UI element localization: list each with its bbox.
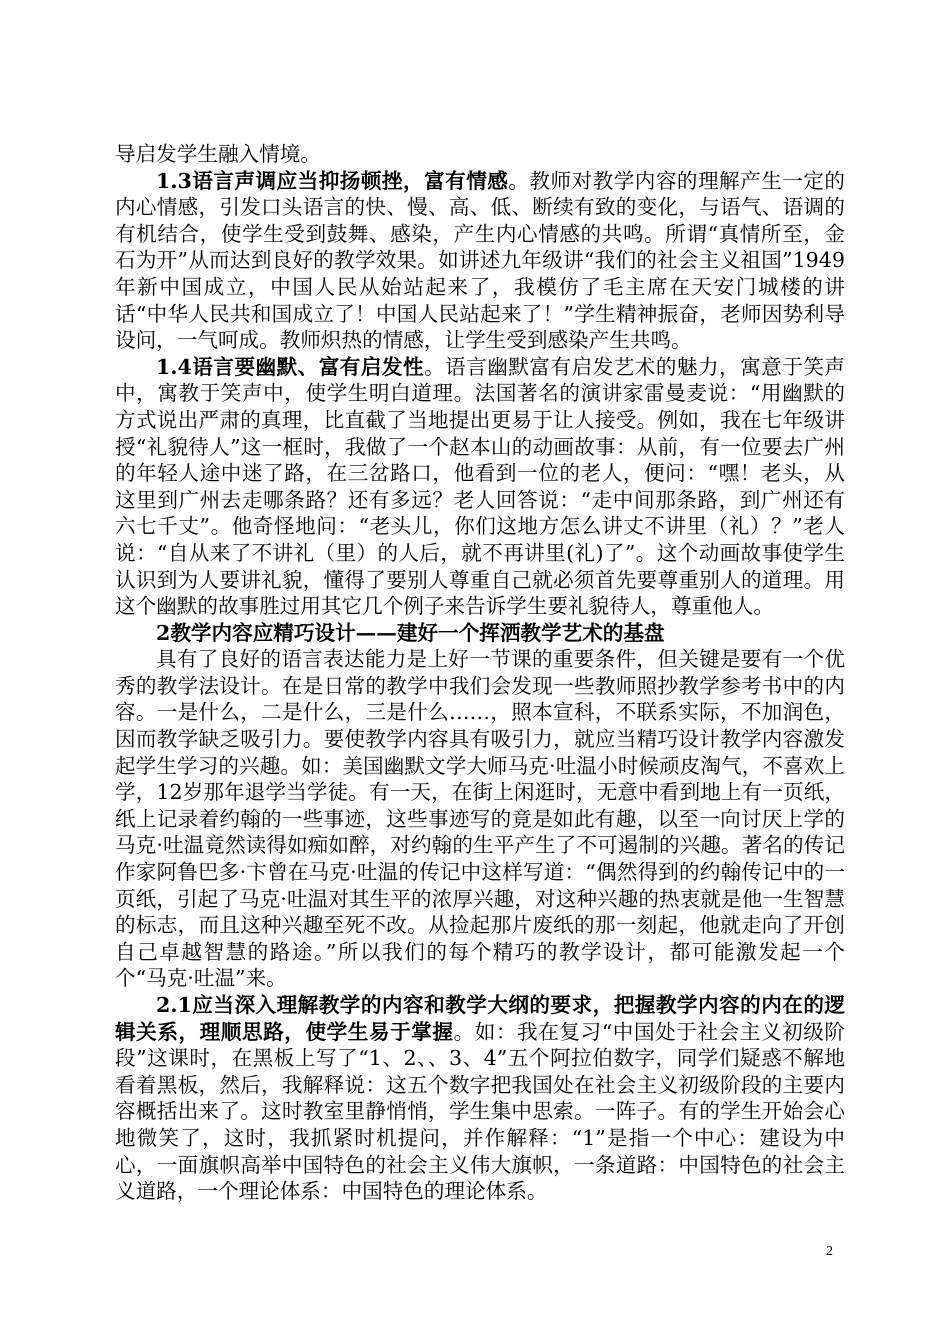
paragraph-1-4-body: 。语言幽默富有启发艺术的魅力，寓意于笑声中，寓教于笑声中，使学生明白道理。法国著名的演讲家雷曼麦说：“用幽默的方式说出严肃的真理，比直截了当地提出更易于让人接受。例如，我在七年级讲授“礼貌待人”这一框时，我做了一个赵本山的动画故事：从前，有一位要去广州的年轻人途中迷了路，在三岔路口，他看到一位的老人，便问：“嘿！老头，从这里到广州去走哪条路？还有多远？老人回答说：“走中间那条路，到广州还有六七千丈”。他奇怪地问：“老头儿，你们这地方怎么讲丈不讲里（礼）？”老人说：“自从来了不讲礼（里）的人后，就不再讲里(礼)了”。这个动画故事使学生认识到为人要讲礼貌，懂得了要别人尊重自己就必须首先要尊重别人的道理。用这个幽默的故事胜过用其它几个例子来告诉学生要礼貌待人，尊重他人。 bbox=[115, 354, 846, 619]
paragraph-2-1-body: 。如：我在复习“中国处于社会主义初级阶段”这课时，在黑板上写了“1、2、、3、4”五个阿拉伯数字，同学们疑惑不解地看着黑板，然后，我解释说：这五个数字把我国处在社会主义初级阶段的主要内容概括出来了。这时教室里静悄悄，学生集中思索。一阵子。有的学生开始会心地微笑了，这时，我抓紧时机提问，并作解释：“1”是指一个中心：建设为中心，一面旗帜高举中国特色的社会主义伟大旗帜，一条道路：中国特色的社会主义道路，一个理论体系：中国特色的理论体系。 bbox=[115, 1019, 845, 1204]
paragraph-continuation: 导启发学生融入情境。 bbox=[115, 142, 321, 166]
paragraph-2-1 bbox=[115, 992, 845, 1205]
paragraph-section-2: 具有了良好的语言表达能力是上好一节课的重要条件，但关键是要有一个优秀的教学法设计。在是日常的教学中我们会发现一些教师照抄教学参考书中的内容。一是什么，二是什么，三是什么……，照本宣科，不联系实际，不加润色，因而教学缺乏吸引力。要使教学内容具有吸引力，就应当精巧设计教学内容激发起学生学习的兴趣。如：美国幽默文学大师马克·吐温小时候顽皮淘气，不喜欢上学，12岁那年退学当学徒。有一天，在街上闲逛时，无意中看到地上有一页纸，纸上记录着约翰的一些事迹，这些事迹写的竟是如此有趣，以至一向讨厌上学的马克·吐温竟然读得如痴如醉，对约翰的生平产生了不可遏制的兴趣。著名的传记作家阿鲁巴多·卞曾在马克·吐温的传记中这样写道：“偶然得到的约翰传记中的一页纸，引起了马克·吐温对其生平的浓厚兴趣，对这种兴趣的热衷就是他一生智慧的标志，而且这种兴趣至死不改。从捡起那片废纸的那一刻起，他就走向了开创自己卓越智慧的路途。”所以我们的每个精巧的教学设计，都可能激发起一个个“马克·吐温”来。 bbox=[115, 647, 845, 991]
paragraph-1-3-body: 。教师对教学内容的理解产生一定的内心情感，引发口头语言的快、慢、高、低、断续有致的变化，与语气、语调的有机结合，使学生受到鼓舞、感染，产生内心情感的共鸣。所谓“真情所至，金石为开”从而达到良好的教学效果。如讲述九年级讲“我们的社会主义祖国”1949年新中国成立，中国人民从始站起来了，我模仿了毛主席在天安门城楼的讲话“中华人民共和国成立了！中国人民站起来了！”学生精神振奋，老师因势利导设问，一气呵成。教师炽热的情感，让学生受到感染产生共鸣。 bbox=[115, 168, 846, 353]
subheading-1-3: 1.3语言声调应当抑扬顿挫，富有情感 bbox=[156, 168, 509, 193]
section-heading-2: 2教学内容应精巧设计——建好一个挥洒教学艺术的基盘 bbox=[156, 620, 665, 645]
paragraph-1-4 bbox=[115, 354, 845, 620]
paragraph-1-3 bbox=[115, 168, 845, 354]
subheading-1-4: 1.4语言要幽默、富有启发性 bbox=[156, 354, 425, 379]
subheading-2-1: 2.1应当深入理解教学的内容和教学大纲的要求，把握教学内容的内在的逻辑关系，理顺思路，使学生易于掌握 bbox=[115, 993, 845, 1044]
document-body bbox=[115, 141, 845, 1205]
page-number: 2 bbox=[826, 1244, 833, 1259]
